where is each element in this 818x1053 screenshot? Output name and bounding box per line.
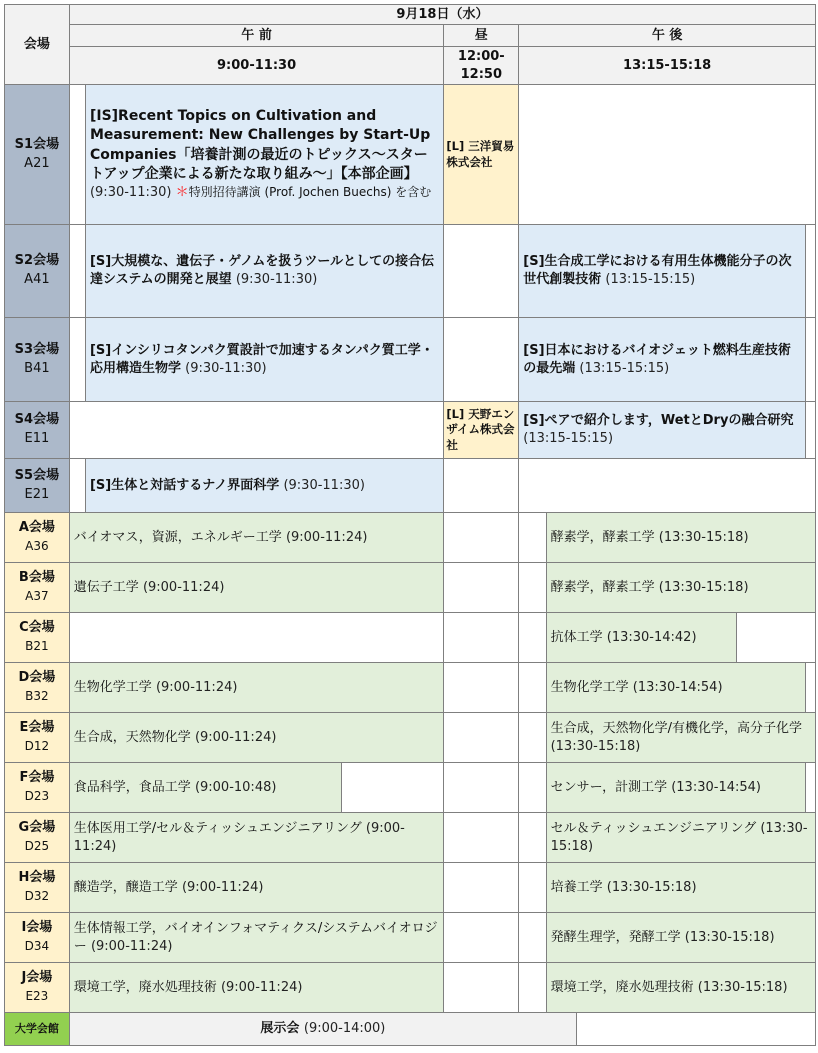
session-h-pm: 培養工学 (13:30-15:18) bbox=[546, 863, 815, 913]
lunch-s1: [L] 三洋貿易株式会社 bbox=[444, 85, 519, 225]
session-s2-pm: [S]生合成工学における有用生体機能分子の次世代創製技術 (13:15-15:15) bbox=[519, 225, 805, 318]
session-i-am: 生体情報工学，バイオインフォマティクス/システムバイオロジー (9:00-11:24) bbox=[69, 913, 444, 963]
session-s1-am: [IS]Recent Topics on Cultivation and Measurement: New Challenges by Start-Up Companies「培養計測の最近のトピックス～スタートアップ企業による新たな取り組み～」【本部企画】 (9:30-11:30) ＊特別招待講演 (Prof. Jochen Buechs) を含む bbox=[85, 85, 443, 225]
session-j-pm: 環境工学，廃水処理技術 (13:30-15:18) bbox=[546, 963, 815, 1013]
venue-i: I会場 D34 bbox=[5, 913, 70, 963]
venue-b: B会場 A37 bbox=[5, 563, 70, 613]
session-j-am: 環境工学，廃水処理技術 (9:00-11:24) bbox=[69, 963, 444, 1013]
session-d-am: 生物化学工学 (9:00-11:24) bbox=[69, 663, 444, 713]
venue-f: F会場 D23 bbox=[5, 763, 70, 813]
venue-e: E会場 D12 bbox=[5, 713, 70, 763]
venue-j: J会場 E23 bbox=[5, 963, 70, 1013]
exhibit-session: 展示会 (9:00-14:00) bbox=[69, 1013, 576, 1046]
venue-hall: 大学会館 bbox=[5, 1013, 70, 1046]
morning-header: 午 前 bbox=[69, 25, 444, 47]
session-b-am: 遺伝子工学 (9:00-11:24) bbox=[69, 563, 444, 613]
session-a-am: バイオマス，資源，エネルギー工学 (9:00-11:24) bbox=[69, 513, 444, 563]
session-s3-pm: [S]日本におけるバイオジェット燃料生産技術の最先端 (13:15-15:15) bbox=[519, 318, 805, 402]
afternoon-time: 13:15-15:18 bbox=[519, 47, 816, 85]
session-s3-am: [S]インシリコタンパク質設計で加速するタンパク質工学・応用構造生物学 (9:30-11:30) bbox=[85, 318, 443, 402]
session-a-pm: 酵素学，酵素工学 (13:30-15:18) bbox=[546, 513, 815, 563]
session-f-am: 食品科学，食品工学 (9:00-10:48) bbox=[69, 763, 341, 813]
session-i-pm: 発酵生理学，発酵工学 (13:30-15:18) bbox=[546, 913, 815, 963]
session-b-pm: 酵素学，酵素工学 (13:30-15:18) bbox=[546, 563, 815, 613]
venue-s4: S4会場 E11 bbox=[5, 402, 70, 459]
session-d-pm: 生物化学工学 (13:30-14:54) bbox=[546, 663, 805, 713]
session-s2-am: [S]大規模な、遺伝子・ゲノムを扱うツールとしての接合伝達システムの開発と展望 (9:30-11:30) bbox=[85, 225, 443, 318]
session-f-pm: センサー，計測工学 (13:30-14:54) bbox=[546, 763, 805, 813]
lunch-header: 昼 bbox=[444, 25, 519, 47]
lunch-s4: [L] 天野エンザイム株式会社 bbox=[444, 402, 519, 459]
session-h-am: 醸造学，醸造工学 (9:00-11:24) bbox=[69, 863, 444, 913]
session-e-pm: 生合成，天然物化学/有機化学，高分子化学 (13:30-15:18) bbox=[546, 713, 815, 763]
morning-time: 9:00-11:30 bbox=[69, 47, 444, 85]
session-e-am: 生合成，天然物化学 (9:00-11:24) bbox=[69, 713, 444, 763]
venue-h: H会場 D32 bbox=[5, 863, 70, 913]
venue-s2: S2会場 A41 bbox=[5, 225, 70, 318]
venue-d: D会場 B32 bbox=[5, 663, 70, 713]
venue-s5: S5会場 E21 bbox=[5, 459, 70, 513]
venue-c: C会場 B21 bbox=[5, 613, 70, 663]
session-s4-pm: [S]ペアで紹介します，WetとDryの融合研究 (13:15-15:15) bbox=[519, 402, 805, 459]
venue-header: 会場 bbox=[5, 5, 70, 85]
session-g-pm: セル＆ティッシュエンジニアリング (13:30-15:18) bbox=[546, 813, 815, 863]
schedule-table bbox=[4, 4, 816, 1046]
venue-s1: S1会場 A21 bbox=[5, 85, 70, 225]
session-g-am: 生体医用工学/セル＆ティッシュエンジニアリング (9:00-11:24) bbox=[69, 813, 444, 863]
session-c-pm: 抗体工学 (13:30-14:42) bbox=[546, 613, 736, 663]
venue-a: A会場 A36 bbox=[5, 513, 70, 563]
session-s5-am: [S]生体と対話するナノ界面科学 (9:30-11:30) bbox=[85, 459, 443, 513]
venue-g: G会場 D25 bbox=[5, 813, 70, 863]
afternoon-header: 午 後 bbox=[519, 25, 816, 47]
lunch-time: 12:00-12:50 bbox=[444, 47, 519, 85]
venue-s3: S3会場 B41 bbox=[5, 318, 70, 402]
date-header: 9月18日（水） bbox=[69, 5, 815, 25]
